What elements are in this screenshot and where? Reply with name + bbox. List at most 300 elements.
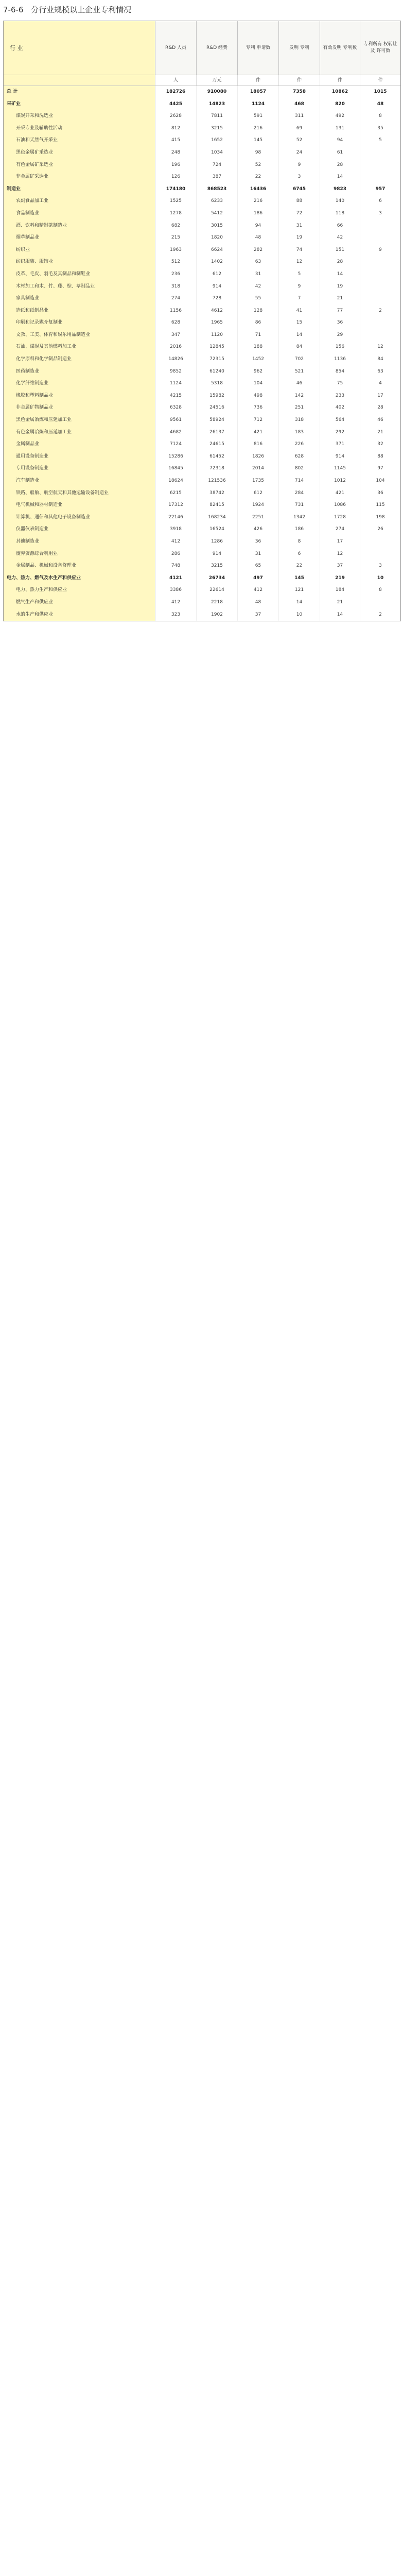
unit-cell: 件 — [279, 75, 320, 86]
table-row — [4, 560, 400, 572]
value-cell: 22146 — [155, 512, 197, 524]
value-cell: 1086 — [320, 499, 360, 512]
value-cell: 31 — [238, 548, 279, 561]
value-cell: 18057 — [238, 86, 279, 98]
value-cell: 7358 — [279, 86, 320, 98]
table-title: 分行业规模以上企业专利情况 — [31, 5, 132, 14]
value-cell: 426 — [238, 523, 279, 536]
value-cell — [360, 536, 400, 548]
value-cell — [360, 317, 400, 329]
value-cell — [360, 281, 400, 293]
table-row — [4, 317, 400, 329]
value-cell — [360, 159, 400, 172]
value-cell: 957 — [375, 186, 386, 192]
value-cell: 1136 — [320, 353, 360, 366]
table-row — [4, 512, 400, 524]
table-row — [4, 98, 400, 111]
value-cell: 183 — [279, 427, 320, 439]
value-cell: 816 — [238, 438, 279, 451]
value-cell — [360, 293, 400, 305]
value-cell: 69 — [279, 123, 320, 135]
value-cell: 37 — [320, 560, 360, 572]
header-patent-transfers: 专利所有 权转让及 许可数 — [363, 42, 397, 54]
unit-cell: 件 — [238, 75, 279, 86]
table-row — [4, 523, 400, 536]
table-row — [4, 463, 400, 475]
value-cell: 914 — [197, 548, 238, 561]
value-cell: 318 — [279, 414, 320, 427]
value-cell: 61 — [320, 147, 360, 159]
table-row — [4, 256, 400, 268]
value-cell: 1124 — [155, 378, 197, 390]
value-cell: 731 — [279, 499, 320, 512]
table-header — [4, 21, 400, 75]
value-cell: 145 — [279, 572, 320, 585]
value-cell: 714 — [279, 475, 320, 487]
value-cell: 2628 — [155, 110, 197, 123]
value-cell: 3215 — [197, 123, 238, 135]
value-cell: 88 — [377, 453, 383, 459]
value-cell: 48 — [377, 101, 384, 107]
table-row — [4, 293, 400, 305]
value-cell: 128 — [238, 305, 279, 317]
value-cell: 98 — [238, 147, 279, 159]
value-cell — [360, 268, 400, 281]
value-cell: 35 — [377, 125, 383, 131]
value-cell: 6 — [279, 548, 320, 561]
value-cell: 1156 — [155, 305, 197, 317]
value-cell: 318 — [155, 281, 197, 293]
value-cell: 14 — [320, 609, 360, 621]
value-cell: 233 — [320, 390, 360, 402]
value-cell: 36 — [238, 536, 279, 548]
value-cell: 612 — [238, 487, 279, 500]
industry-name: 有色金属矿采选业 — [4, 159, 155, 172]
value-cell: 131 — [320, 123, 360, 135]
value-cell: 4121 — [155, 572, 197, 585]
value-cell: 72 — [279, 208, 320, 220]
unit-cell: 件 — [320, 75, 360, 86]
value-cell: 7 — [279, 293, 320, 305]
industry-name: 非金属矿物制品业 — [4, 402, 155, 414]
value-cell: 914 — [197, 281, 238, 293]
header-valid-invention-patents: 有效发明 专利数 — [320, 21, 360, 75]
industry-name: 燃气生产和供应业 — [4, 597, 155, 609]
table-row — [4, 305, 400, 317]
value-cell: 8 — [379, 587, 382, 593]
industry-name: 造纸和纸制品业 — [4, 305, 155, 317]
value-cell — [360, 147, 400, 159]
value-cell: 14 — [279, 597, 320, 609]
value-cell: 6328 — [155, 402, 197, 414]
value-cell: 188 — [238, 341, 279, 353]
table-row — [4, 171, 400, 183]
value-cell: 274 — [320, 523, 360, 536]
value-cell: 5318 — [197, 378, 238, 390]
value-cell: 182726 — [155, 86, 197, 98]
value-cell: 21 — [377, 429, 383, 435]
industry-name: 农副食品加工业 — [4, 195, 155, 208]
value-cell: 1525 — [155, 195, 197, 208]
value-cell: 31 — [279, 220, 320, 232]
industry-name: 皮革、毛皮、羽毛及其制品和制鞋业 — [4, 268, 155, 281]
value-cell: 29 — [320, 329, 360, 342]
table-row — [4, 427, 400, 439]
industry-name: 化学纤维制造业 — [4, 378, 155, 390]
value-cell: 286 — [155, 548, 197, 561]
value-cell: 142 — [279, 390, 320, 402]
table-row — [4, 86, 400, 98]
value-cell: 9561 — [155, 414, 197, 427]
industry-name: 废弃资源综合利用业 — [4, 548, 155, 561]
value-cell: 24516 — [197, 402, 238, 414]
value-cell: 7811 — [197, 110, 238, 123]
table-row — [4, 232, 400, 244]
table-row — [4, 134, 400, 147]
table-row — [4, 147, 400, 159]
value-cell: 151 — [320, 244, 360, 257]
value-cell: 32 — [377, 442, 383, 447]
value-cell: 104 — [376, 478, 385, 483]
value-cell: 72318 — [197, 463, 238, 475]
value-cell: 9 — [279, 281, 320, 293]
value-cell: 284 — [279, 487, 320, 500]
unit-cell: 件 — [378, 78, 383, 83]
industry-name: 黑色金属矿采选业 — [4, 147, 155, 159]
value-cell: 216 — [238, 195, 279, 208]
industry-name: 水的生产和供应业 — [4, 609, 155, 621]
value-cell: 1145 — [320, 463, 360, 475]
value-cell: 21 — [320, 597, 360, 609]
industry-name: 纺织服装、服饰业 — [4, 256, 155, 268]
table-row — [4, 584, 400, 597]
value-cell: 1286 — [197, 536, 238, 548]
value-cell: 219 — [320, 572, 360, 585]
value-cell: 15 — [279, 317, 320, 329]
value-cell: 38742 — [197, 487, 238, 500]
value-cell: 24 — [279, 147, 320, 159]
industry-name: 黑色金属冶炼和压延加工业 — [4, 414, 155, 427]
industry-name: 其他制造业 — [4, 536, 155, 548]
value-cell: 12 — [320, 548, 360, 561]
value-cell: 88 — [279, 195, 320, 208]
value-cell: 962 — [238, 366, 279, 378]
table-row — [4, 353, 400, 366]
value-cell: 19 — [320, 281, 360, 293]
value-cell: 2251 — [238, 512, 279, 524]
value-cell: 198 — [376, 514, 385, 520]
value-cell: 94 — [320, 134, 360, 147]
value-cell: 347 — [155, 329, 197, 342]
value-cell: 387 — [197, 171, 238, 183]
value-cell: 812 — [155, 123, 197, 135]
table-row — [4, 195, 400, 208]
value-cell: 1015 — [374, 89, 387, 94]
value-cell: 412 — [155, 536, 197, 548]
value-cell: 75 — [320, 378, 360, 390]
value-cell: 63 — [377, 368, 383, 374]
value-cell: 14 — [320, 171, 360, 183]
value-cell: 5 — [379, 138, 382, 143]
table-row — [4, 208, 400, 220]
value-cell: 6624 — [197, 244, 238, 257]
industry-name: 采矿业 — [4, 98, 155, 111]
value-cell: 868523 — [197, 183, 238, 196]
value-cell: 248 — [155, 147, 197, 159]
value-cell: 10 — [279, 609, 320, 621]
value-cell: 48 — [238, 232, 279, 244]
table-row — [4, 597, 400, 609]
value-cell: 820 — [320, 98, 360, 111]
value-cell: 1342 — [279, 512, 320, 524]
value-cell: 121536 — [197, 475, 238, 487]
value-cell: 184 — [320, 584, 360, 597]
table-row — [4, 572, 400, 585]
value-cell: 168234 — [197, 512, 238, 524]
value-cell: 104 — [238, 378, 279, 390]
value-cell: 702 — [279, 353, 320, 366]
value-cell: 226 — [279, 438, 320, 451]
value-cell: 46 — [377, 417, 383, 423]
value-cell: 216 — [238, 123, 279, 135]
value-cell: 3918 — [155, 523, 197, 536]
value-cell — [360, 597, 400, 609]
value-cell: 492 — [320, 110, 360, 123]
table-row — [4, 609, 400, 621]
value-cell: 5412 — [197, 208, 238, 220]
value-cell: 16436 — [238, 183, 279, 196]
industry-name: 电气机械和器材制造业 — [4, 499, 155, 512]
industry-name: 医药制造业 — [4, 366, 155, 378]
value-cell: 728 — [197, 293, 238, 305]
value-cell: 292 — [320, 427, 360, 439]
value-cell: 468 — [279, 98, 320, 111]
value-cell — [360, 171, 400, 183]
value-cell: 3 — [379, 210, 382, 216]
value-cell: 914 — [320, 451, 360, 463]
value-cell: 61240 — [197, 366, 238, 378]
industry-name: 铁路、船舶、航空航天和其他运输设备制造业 — [4, 487, 155, 500]
value-cell: 28 — [377, 405, 383, 411]
value-cell: 15982 — [197, 390, 238, 402]
value-cell: 36 — [320, 317, 360, 329]
value-cell: 18624 — [155, 475, 197, 487]
industry-name: 石油和天然气开采业 — [4, 134, 155, 147]
value-cell: 186 — [279, 523, 320, 536]
header-rd-staff: R&D 人员 — [155, 21, 197, 75]
value-cell: 186 — [238, 208, 279, 220]
value-cell: 42 — [320, 232, 360, 244]
value-cell: 24615 — [197, 438, 238, 451]
value-cell: 66 — [320, 220, 360, 232]
value-cell: 1652 — [197, 134, 238, 147]
unit-cell: 万元 — [197, 75, 238, 86]
value-cell: 82415 — [197, 499, 238, 512]
value-cell: 26 — [377, 527, 383, 532]
table-row — [4, 281, 400, 293]
value-cell: 84 — [279, 341, 320, 353]
value-cell: 58924 — [197, 414, 238, 427]
value-cell: 1826 — [238, 451, 279, 463]
value-cell: 37 — [238, 609, 279, 621]
value-cell: 412 — [155, 597, 197, 609]
value-cell: 55 — [238, 293, 279, 305]
value-cell: 21 — [320, 293, 360, 305]
unit-row — [4, 75, 400, 86]
header-industry: 行 业 — [4, 21, 155, 75]
table-row — [4, 548, 400, 561]
value-cell: 2016 — [155, 341, 197, 353]
value-cell: 854 — [320, 366, 360, 378]
value-cell: 77 — [320, 305, 360, 317]
value-cell: 42 — [238, 281, 279, 293]
value-cell: 140 — [320, 195, 360, 208]
industry-name: 电力、热力生产和供应业 — [4, 584, 155, 597]
value-cell: 41 — [279, 305, 320, 317]
value-cell: 4425 — [155, 98, 197, 111]
value-cell: 36 — [377, 490, 383, 496]
value-cell: 16845 — [155, 463, 197, 475]
value-cell: 1034 — [197, 147, 238, 159]
industry-name: 石油、煤炭及其他燃料加工业 — [4, 341, 155, 353]
table-row — [4, 244, 400, 257]
value-cell: 3215 — [197, 560, 238, 572]
value-cell: 282 — [238, 244, 279, 257]
value-cell: 402 — [320, 402, 360, 414]
table-row — [4, 451, 400, 463]
value-cell: 6 — [379, 198, 382, 204]
value-cell: 498 — [238, 390, 279, 402]
value-cell: 17312 — [155, 499, 197, 512]
industry-name: 食品制造业 — [4, 208, 155, 220]
value-cell: 371 — [320, 438, 360, 451]
value-cell: 74 — [279, 244, 320, 257]
value-cell: 52 — [238, 159, 279, 172]
value-cell: 512 — [155, 256, 197, 268]
value-cell: 17 — [377, 393, 383, 398]
header-rd-expense: R&D 经费 — [197, 21, 238, 75]
value-cell: 8 — [379, 113, 382, 119]
value-cell: 31 — [238, 268, 279, 281]
value-cell: 12 — [279, 256, 320, 268]
industry-name: 酒、饮料和精制茶制造业 — [4, 220, 155, 232]
industry-name: 家具制造业 — [4, 293, 155, 305]
value-cell: 72315 — [197, 353, 238, 366]
value-cell — [360, 232, 400, 244]
industry-name: 汽车制造业 — [4, 475, 155, 487]
industry-name: 通用设备制造业 — [4, 451, 155, 463]
value-cell: 3015 — [197, 220, 238, 232]
value-cell: 236 — [155, 268, 197, 281]
table-row — [4, 123, 400, 135]
table-row — [4, 475, 400, 487]
value-cell: 22614 — [197, 584, 238, 597]
value-cell: 4612 — [197, 305, 238, 317]
value-cell: 311 — [279, 110, 320, 123]
value-cell: 26734 — [197, 572, 238, 585]
value-cell: 121 — [279, 584, 320, 597]
value-cell: 5 — [279, 268, 320, 281]
industry-name: 计算机、通信和其他电子设备制造业 — [4, 512, 155, 524]
value-cell — [360, 548, 400, 561]
value-cell: 196 — [155, 159, 197, 172]
value-cell: 22 — [279, 560, 320, 572]
table-row — [4, 438, 400, 451]
industry-name: 仪器仪表制造业 — [4, 523, 155, 536]
value-cell: 115 — [376, 502, 385, 508]
table-row — [4, 499, 400, 512]
industry-name: 木材加工和木、竹、藤、棕、草制品业 — [4, 281, 155, 293]
value-cell: 145 — [238, 134, 279, 147]
value-cell: 736 — [238, 402, 279, 414]
value-cell: 1820 — [197, 232, 238, 244]
table-row — [4, 414, 400, 427]
industry-name: 金属制品业 — [4, 438, 155, 451]
value-cell: 9 — [379, 247, 382, 252]
value-cell: 1278 — [155, 208, 197, 220]
value-cell: 612 — [197, 268, 238, 281]
value-cell: 10862 — [320, 86, 360, 98]
value-cell: 7124 — [155, 438, 197, 451]
value-cell: 1402 — [197, 256, 238, 268]
value-cell: 3 — [279, 171, 320, 183]
industry-name: 制造业 — [4, 183, 155, 196]
industry-name: 煤炭开采和洗选业 — [4, 110, 155, 123]
value-cell: 415 — [155, 134, 197, 147]
table-row — [4, 366, 400, 378]
value-cell: 2218 — [197, 597, 238, 609]
value-cell: 497 — [238, 572, 279, 585]
value-cell — [360, 220, 400, 232]
value-cell: 12 — [377, 344, 383, 350]
industry-name: 纺织业 — [4, 244, 155, 257]
value-cell: 14 — [320, 268, 360, 281]
table-number: 7-6-6 — [3, 5, 24, 14]
value-cell: 28 — [320, 159, 360, 172]
industry-name: 烟草制品业 — [4, 232, 155, 244]
value-cell: 26137 — [197, 427, 238, 439]
industry-name: 开采专业及辅助性活动 — [4, 123, 155, 135]
value-cell: 28 — [320, 256, 360, 268]
value-cell: 9823 — [320, 183, 360, 196]
value-cell: 71 — [238, 329, 279, 342]
table-row — [4, 268, 400, 281]
table-row — [4, 183, 400, 196]
value-cell: 6233 — [197, 195, 238, 208]
value-cell: 323 — [155, 609, 197, 621]
value-cell: 1728 — [320, 512, 360, 524]
value-cell: 22 — [238, 171, 279, 183]
value-cell: 724 — [197, 159, 238, 172]
industry-name: 电力、热力、燃气及水生产和供应业 — [4, 572, 155, 585]
industry-name: 非金属矿采选业 — [4, 171, 155, 183]
industry-name: 有色金属冶炼和压延加工业 — [4, 427, 155, 439]
value-cell: 9 — [279, 159, 320, 172]
value-cell: 52 — [279, 134, 320, 147]
value-cell: 48 — [238, 597, 279, 609]
value-cell: 2 — [379, 308, 382, 313]
value-cell: 10 — [377, 575, 384, 581]
value-cell: 84 — [377, 357, 383, 362]
value-cell — [360, 329, 400, 342]
table-row — [4, 487, 400, 500]
header-invention-patents: 发明 专利 — [279, 21, 320, 75]
industry-name: 文教、工美、体育和娱乐用品制造业 — [4, 329, 155, 342]
table-body — [4, 86, 400, 621]
value-cell — [360, 256, 400, 268]
value-cell: 748 — [155, 560, 197, 572]
value-cell: 412 — [238, 584, 279, 597]
